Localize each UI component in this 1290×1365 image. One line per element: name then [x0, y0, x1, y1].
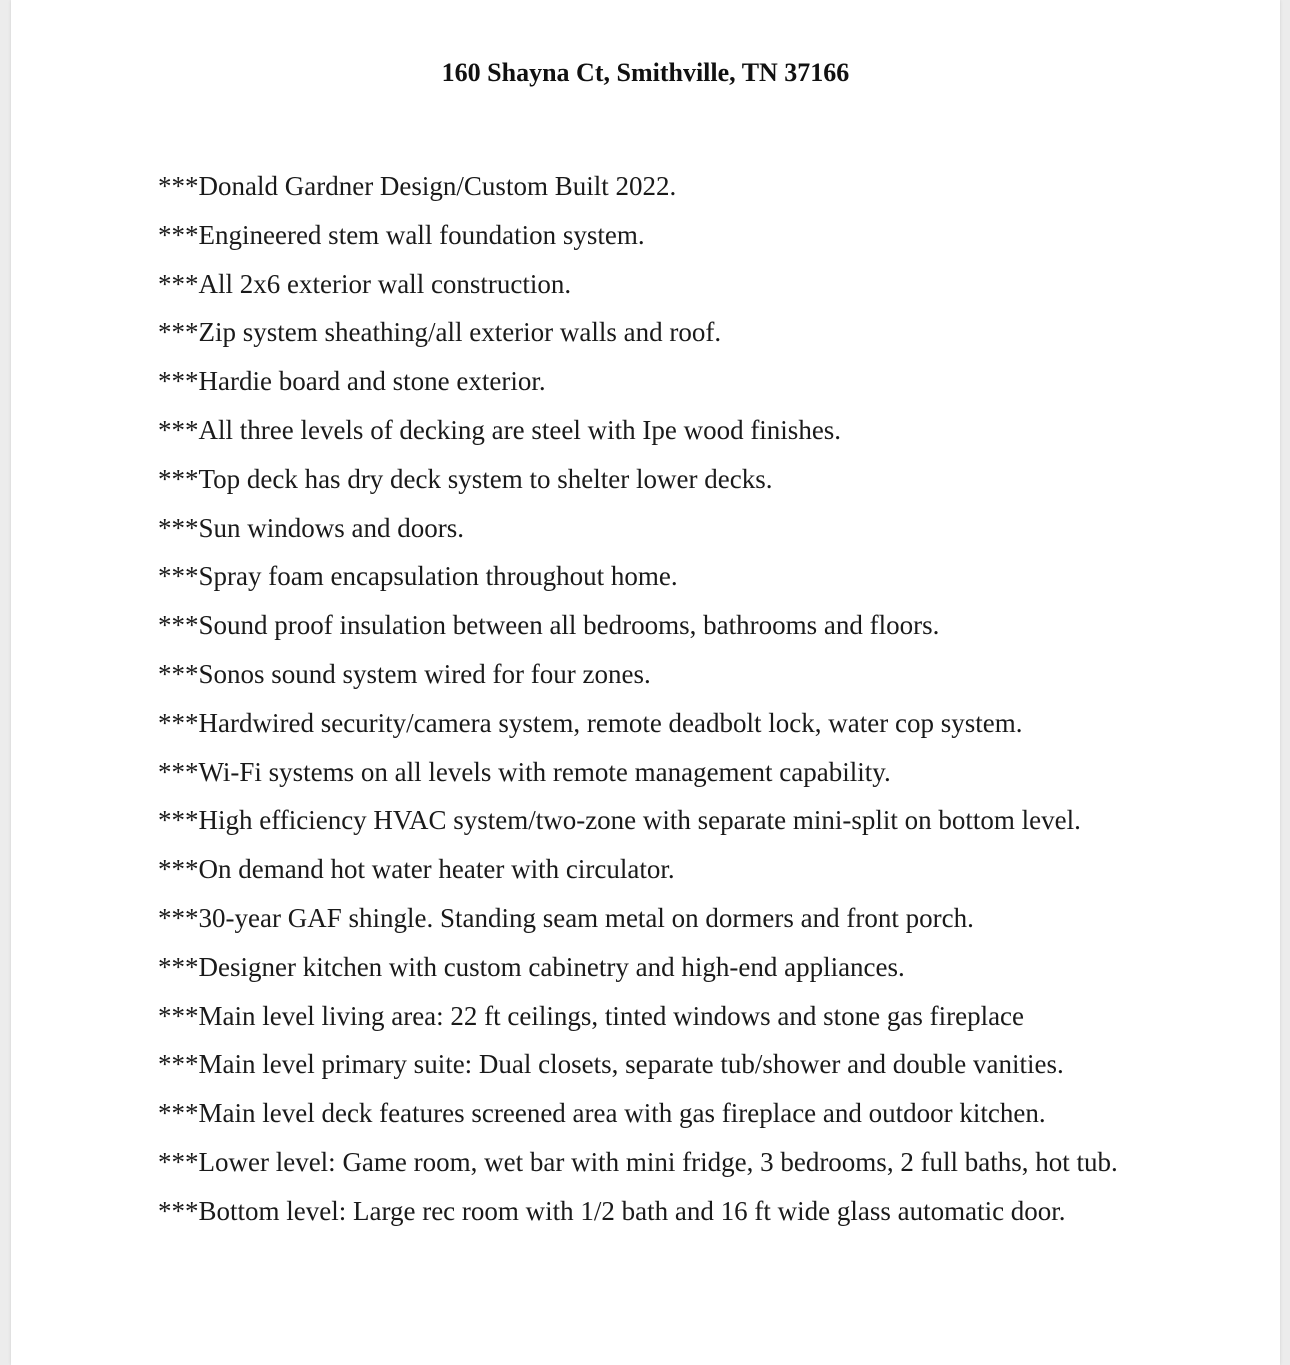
feature-item: ***Main level living area: 22 ft ceilings, tinted windows and stone gas fireplace — [158, 1000, 1025, 1031]
feature-item: ***Lower level: Game room, wet bar with mini fridge, 3 bedrooms, 2 full baths, hot tub. — [158, 1146, 1118, 1177]
feature-item: ***On demand hot water heater with circulator. — [158, 854, 675, 885]
feature-item: ***Wi-Fi systems on all levels with remote management capability. — [158, 756, 891, 787]
document-page — [11, 0, 1280, 1365]
document-title: 160 Shayna Ct, Smithville, TN 37166 — [441, 58, 850, 87]
feature-item: ***Spray foam encapsulation throughout home. — [158, 561, 678, 592]
feature-item: ***Sound proof insulation between all bedrooms, bathrooms and floors. — [158, 610, 940, 641]
feature-item: ***30-year GAF shingle. Standing seam metal on dormers and front porch. — [158, 902, 974, 933]
feature-item: ***Hardie board and stone exterior. — [158, 366, 546, 397]
feature-item: ***High efficiency HVAC system/two-zone with separate mini-split on bottom level. — [158, 805, 1081, 836]
feature-item: ***Engineered stem wall foundation system. — [158, 219, 645, 250]
feature-item: ***Bottom level: Large rec room with 1/2 bath and 16 ft wide glass automatic door. — [158, 1195, 1066, 1226]
feature-item: ***Designer kitchen with custom cabinetry and high-end appliances. — [158, 951, 905, 982]
feature-item: ***Sun windows and doors. — [158, 512, 465, 543]
feature-item: ***Top deck has dry deck system to shelter lower decks. — [158, 463, 773, 494]
feature-item: ***Sonos sound system wired for four zones. — [158, 658, 651, 689]
feature-item: ***Donald Gardner Design/Custom Built 2022. — [158, 171, 677, 201]
feature-item: ***All 2x6 exterior wall construction. — [158, 268, 572, 299]
feature-item: ***Zip system sheathing/all exterior walls and roof. — [158, 317, 722, 348]
feature-item: ***Main level deck features screened area with gas fireplace and outdoor kitchen. — [158, 1098, 1046, 1129]
feature-item: ***All three levels of decking are steel with Ipe wood finishes. — [158, 414, 842, 445]
feature-list — [158, 162, 1258, 1236]
feature-item: ***Hardwired security/camera system, remote deadbolt lock, water cop system. — [158, 707, 1023, 738]
feature-item: ***Main level primary suite: Dual closets, separate tub/shower and double vanities. — [158, 1049, 1064, 1080]
